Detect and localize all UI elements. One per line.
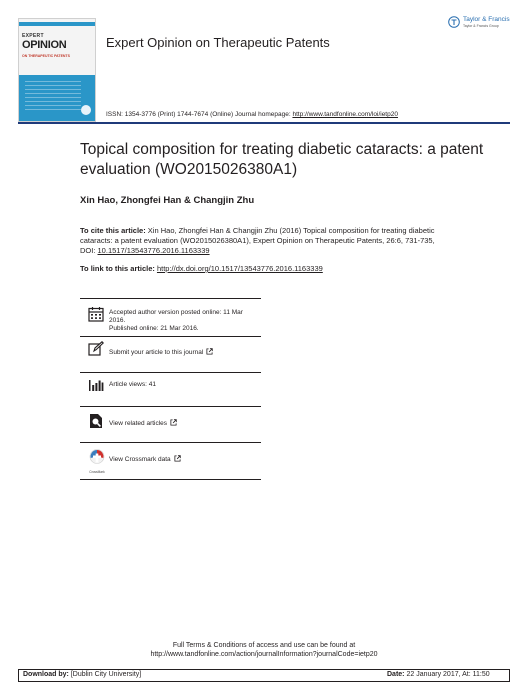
submit-article-label: Submit your article to this journal: [109, 349, 204, 356]
crossmark-icon: [86, 449, 108, 465]
info-divider: [80, 406, 261, 407]
cite-label: To cite this article:: [80, 226, 146, 235]
issn-line: [106, 111, 398, 118]
header-divider: [18, 122, 510, 124]
article-title: Topical composition for treating diabetic cataracts: a patent evaluation (WO2015026380A1): [80, 141, 484, 178]
crossmark-link[interactable]: [109, 455, 181, 464]
cite-text: Xin Hao, Zhongfei Han & Changjin Zhu (2016) Topical composition for treating diabetic cataracts: a patent evaluation (WO2015026380A1), Expert Opinion on Therapeutic Patents, 26:6, 731-735, DOI:: [80, 226, 435, 255]
downloaded-by-label: Download by:: [23, 671, 69, 678]
external-link-icon: [174, 455, 181, 462]
cover-strip: [19, 22, 95, 26]
downloaded-by: [23, 671, 141, 678]
related-articles-link[interactable]: [109, 419, 177, 428]
publisher-logo-icon: [448, 16, 460, 28]
publisher-name: Taylor & Francis: [463, 16, 510, 23]
edit-icon: [88, 341, 104, 357]
link-label: To link to this article:: [80, 264, 157, 273]
published-date: Published online: 21 Mar 2016.: [109, 325, 199, 332]
cover-seal-icon: [81, 105, 91, 115]
download-date: [387, 671, 490, 678]
journal-cover-image: [18, 18, 96, 122]
cover-decoration: [25, 81, 81, 115]
download-date-label: Date:: [387, 671, 405, 678]
citation-block: [80, 226, 450, 256]
accepted-date: Accepted author version posted online: 11 Mar 2016.: [109, 309, 243, 324]
terms-text: Full Terms & Conditions of access and use can be found at: [172, 642, 356, 649]
external-link-icon: [170, 419, 177, 426]
submit-article-link[interactable]: [109, 348, 213, 357]
related-articles-icon: [88, 413, 104, 429]
cover-line2: OPINION: [22, 39, 67, 51]
calendar-icon: [88, 306, 104, 322]
cover-line1: EXPERT: [22, 33, 44, 39]
journal-homepage-link[interactable]: http://www.tandfonline.com/loi/ietp20: [292, 111, 398, 118]
article-authors: Xin Hao, Zhongfei Han & Changjin Zhu: [80, 195, 255, 206]
related-articles-label: View related articles: [109, 420, 168, 427]
info-divider: [80, 479, 261, 480]
download-date-value: 22 January 2017, At: 11:50: [404, 671, 490, 678]
publisher-logo[interactable]: [448, 14, 518, 34]
crossmark-badge: [86, 449, 108, 474]
doi-link[interactable]: 10.1517/13543776.2016.1163339: [97, 246, 210, 255]
cover-line3: ON THERAPEUTIC PATENTS: [22, 54, 70, 58]
crossmark-label: View Crossmark data: [109, 456, 171, 463]
terms-url[interactable]: http://www.tandfonline.com/action/journalInformation?journalCode=ietp20: [150, 651, 378, 658]
article-views: Article views: 41: [109, 381, 156, 388]
info-divider: [80, 442, 261, 443]
issn-text: ISSN: 1354-3776 (Print) 1744-7674 (Online) Journal homepage:: [106, 111, 293, 118]
info-divider: [80, 298, 261, 299]
crossmark-badge-label: CrossMark: [89, 470, 105, 474]
article-url-link[interactable]: http://dx.doi.org/10.1517/13543776.2016.1163339: [156, 264, 323, 273]
publisher-subname: Taylor & Francis Group: [463, 24, 499, 28]
journal-title[interactable]: Expert Opinion on Therapeutic Patents: [106, 35, 330, 50]
downloaded-by-value: [Dublin City University]: [68, 671, 142, 678]
info-divider: [80, 372, 261, 373]
info-divider: [80, 336, 261, 337]
bar-chart-icon: [88, 377, 104, 393]
publication-dates: [109, 309, 259, 333]
external-link-icon: [206, 348, 213, 355]
link-line: [80, 264, 323, 273]
